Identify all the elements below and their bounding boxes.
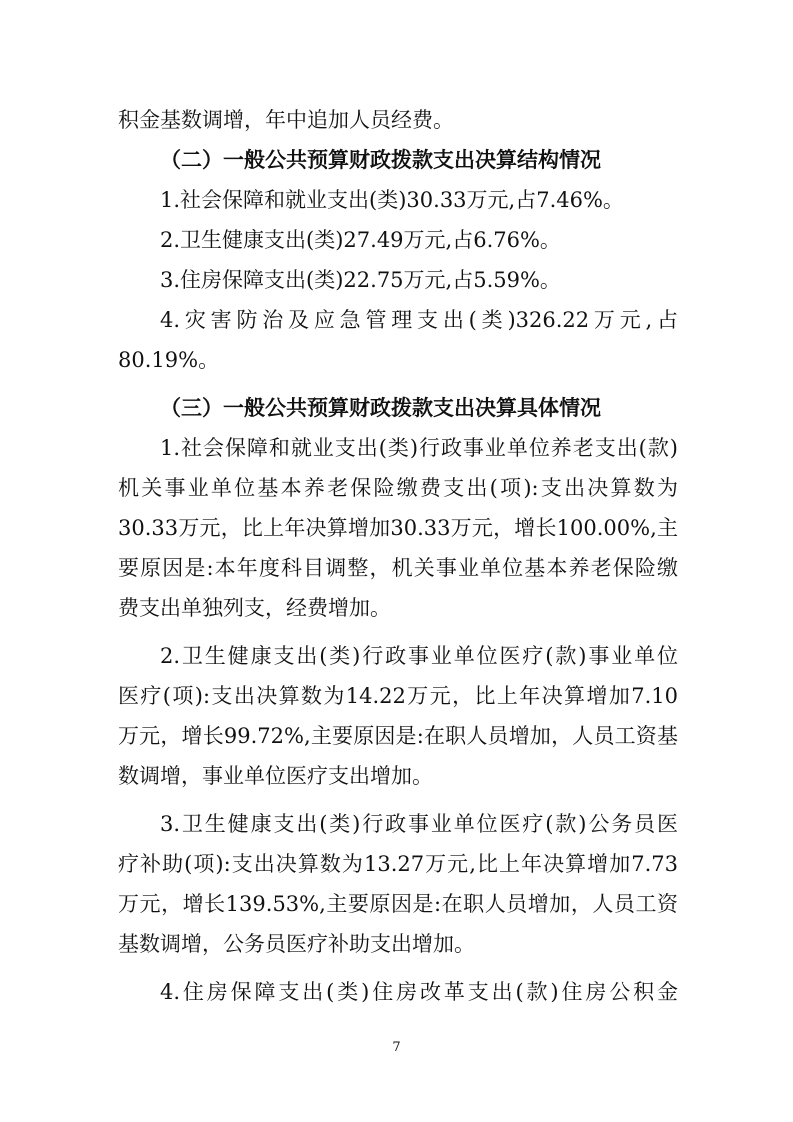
section-heading-structure: （二）一般公共预算财政拨款支出决算结构情况: [160, 148, 601, 172]
detail-1-line-5: 费支出单独列支，经费增加。: [118, 596, 391, 620]
detail-2-line-4: 数调增，事业单位医疗支出增加。: [118, 764, 433, 788]
section-heading-detail: （三）一般公共预算财政拨款支出决算具体情况: [160, 396, 601, 420]
detail-1-line-4: 要原因是:本年度科目调整，机关事业单位基本养老保险缴: [118, 556, 678, 580]
detail-1-line-3: 30.33万元，比上年决算增加30.33万元，增长100.00%,主: [118, 516, 678, 540]
page-number: 7: [392, 1040, 401, 1055]
item-social-security: 1.社会保障和就业支出(类)30.33万元,占7.46%。: [160, 188, 624, 212]
detail-4-line-1: 4.住房保障支出(类)住房改革支出(款)住房公积金: [160, 980, 678, 1004]
detail-3-line-1: 3.卫生健康支出(类)行政事业单位医疗(款)公务员医: [160, 812, 678, 836]
detail-3-line-3: 万元，增长139.53%,主要原因是:在职人员增加，人员工资: [118, 892, 678, 916]
detail-2-line-1: 2.卫生健康支出(类)行政事业单位医疗(款)事业单位: [160, 644, 678, 668]
detail-3-line-4: 基数调增，公务员医疗补助支出增加。: [118, 932, 475, 956]
item-health: 2.卫生健康支出(类)27.49万元,占6.76%。: [160, 228, 561, 252]
detail-2-line-3: 万元，增长99.72%,主要原因是:在职人员增加，人员工资基: [118, 724, 678, 748]
detail-1-line-2: 机关事业单位基本养老保险缴费支出(项):支出决算数为: [118, 476, 678, 500]
detail-3-line-2: 疗补助(项):支出决算数为13.27万元,比上年决算增加7.73: [118, 852, 678, 876]
text-line-continuation: 积金基数调增，年中追加人员经费。: [118, 108, 454, 132]
item-housing: 3.住房保障支出(类)22.75万元,占5.59%。: [160, 268, 561, 292]
detail-2-line-2: 医疗(项):支出决算数为14.22万元，比上年决算增加7.10: [118, 684, 678, 708]
item-disaster-prevention: 4.灾害防治及应急管理支出(类)326.22万元,占: [160, 308, 678, 332]
item-disaster-prevention-cont: 80.19%。: [118, 348, 220, 372]
detail-1-line-1: 1.社会保障和就业支出(类)行政事业单位养老支出(款): [160, 436, 678, 460]
